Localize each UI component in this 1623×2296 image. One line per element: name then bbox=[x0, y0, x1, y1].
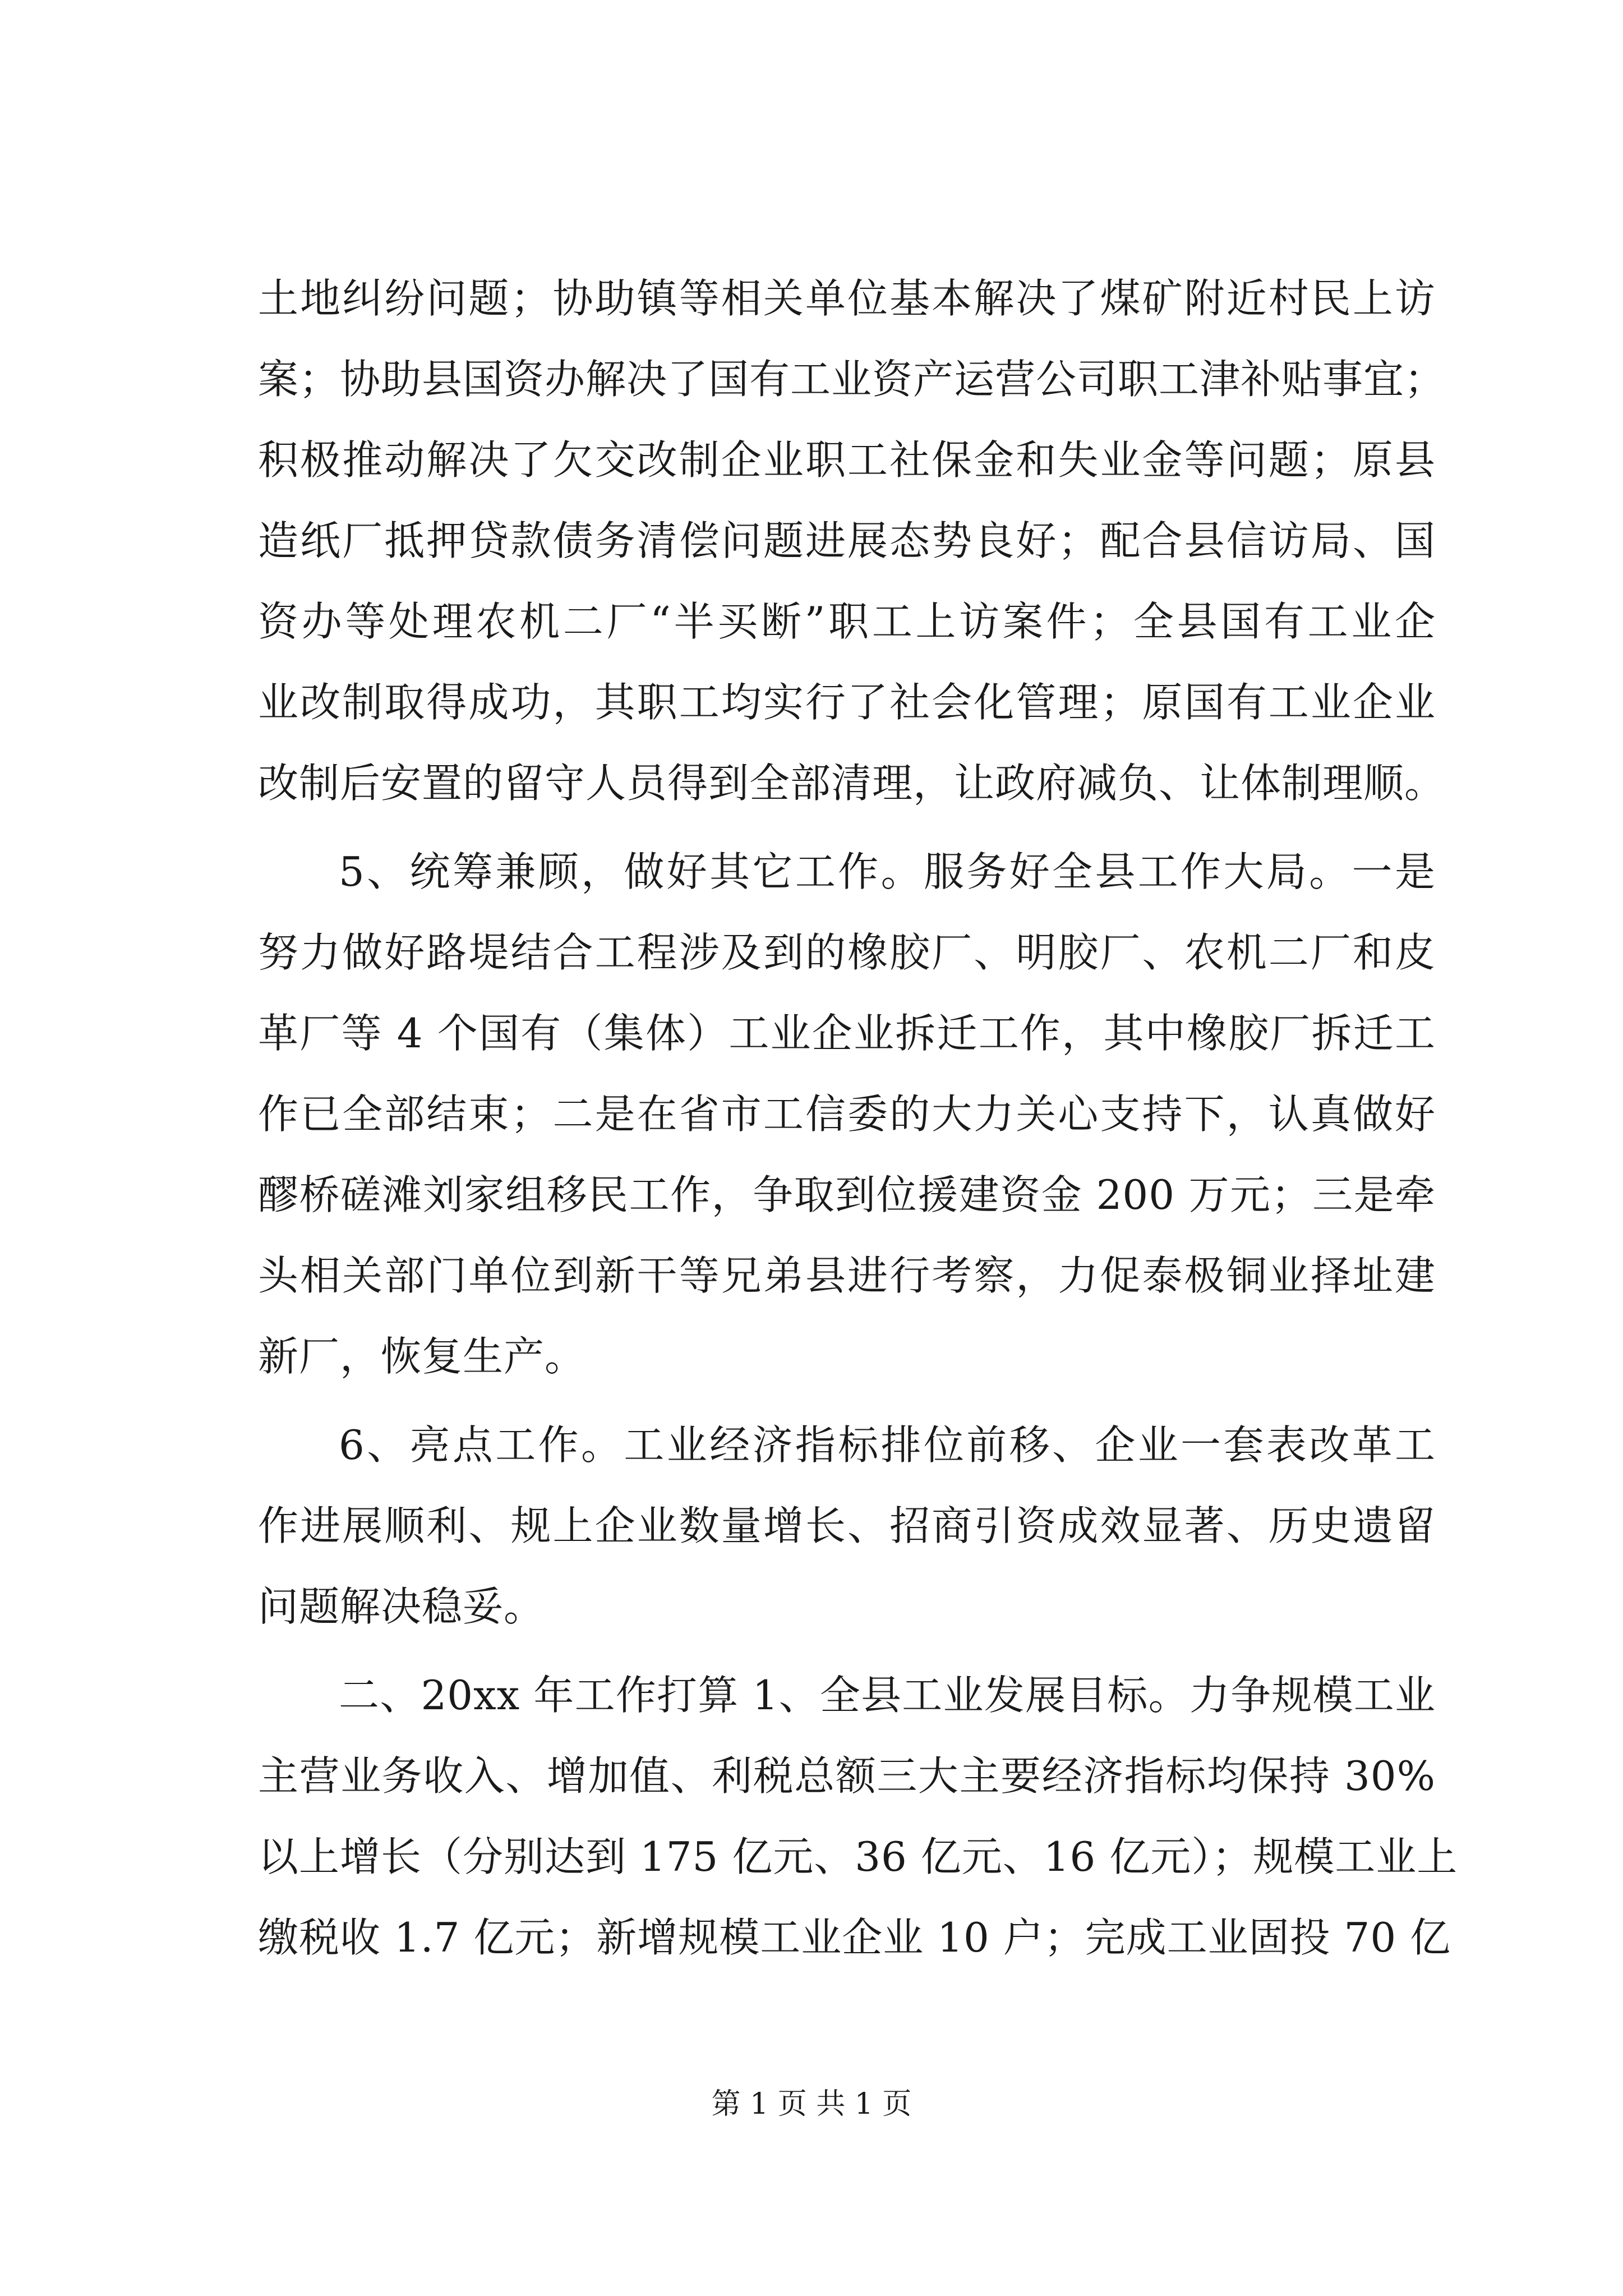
paragraph-gap bbox=[258, 1647, 1436, 1655]
paragraph-gap bbox=[258, 823, 1436, 831]
text-line: 造纸厂抵押贷款债务清偿问题进展态势良好；配合县信访局、国 bbox=[258, 517, 1436, 564]
text-line: 主营业务收入、增加值、利税总额三大主要经济指标均保持 30% bbox=[258, 1752, 1436, 1800]
text-line: 案；协助县国资办解决了国有工业资产运营公司职工津补贴事宜； bbox=[258, 356, 1446, 403]
text-line: 资办等处理农机二厂“半买断”职工上访案件；全县国有工业企 bbox=[258, 598, 1436, 645]
paragraph-item-5 bbox=[258, 831, 1436, 1397]
document-body bbox=[258, 258, 1458, 1978]
text-line: 5、统筹兼顾，做好其它工作。服务好全县工作大局。一是 bbox=[339, 848, 1436, 895]
paragraph-item-6 bbox=[258, 1405, 1436, 1647]
text-line: 新厂，恢复生产。 bbox=[258, 1333, 586, 1380]
text-line: 二、20xx 年工作打算 1、全县工业发展目标。力争规模工业 bbox=[339, 1672, 1436, 1719]
text-line: 努力做好路堤结合工程涉及到的橡胶厂、明胶厂、农机二厂和皮 bbox=[258, 929, 1436, 976]
text-line: 革厂等 4 个国有（集体）工业企业拆迁工作，其中橡胶厂拆迁工 bbox=[258, 1010, 1436, 1057]
page-number-footer: 第 1 页 共 1 页 bbox=[711, 2087, 912, 2121]
text-line: 积极推动解决了欠交改制企业职工社保金和失业金等问题；原县 bbox=[258, 436, 1436, 484]
text-line: 土地纠纷问题；协助镇等相关单位基本解决了煤矿附近村民上访 bbox=[258, 275, 1436, 322]
text-line: 6、亮点工作。工业经济指标排位前移、企业一套表改革工 bbox=[339, 1421, 1436, 1469]
text-line: 作进展顺利、规上企业数量增长、招商引资成效显著、历史遗留 bbox=[258, 1502, 1436, 1549]
paragraph-gap bbox=[258, 1397, 1436, 1405]
text-line: 醪桥磋滩刘家组移民工作，争取到位援建资金 200 万元；三是牵 bbox=[258, 1171, 1436, 1218]
text-line: 作已全部结束；二是在省市工信委的大力关心支持下，认真做好 bbox=[258, 1091, 1436, 1138]
text-line: 缴税收 1.7 亿元；新增规模工业企业 10 户；完成工业固投 70 亿 bbox=[258, 1914, 1451, 1961]
text-line: 问题解决稳妥。 bbox=[258, 1583, 545, 1630]
text-line: 改制后安置的留守人员得到全部清理，让政府减负、让体制理顺。 bbox=[258, 760, 1446, 807]
text-line: 头相关部门单位到新干等兄弟县进行考察，力促泰极铜业择址建 bbox=[258, 1252, 1436, 1299]
paragraph-continued bbox=[258, 258, 1446, 823]
paragraph-work-plan bbox=[258, 1655, 1458, 1978]
text-line: 以上增长（分别达到 175 亿元、36 亿元、16 亿元）；规模工业上 bbox=[258, 1833, 1458, 1880]
text-line: 业改制取得成功，其职工均实行了社会化管理；原国有工业企业 bbox=[258, 679, 1436, 726]
